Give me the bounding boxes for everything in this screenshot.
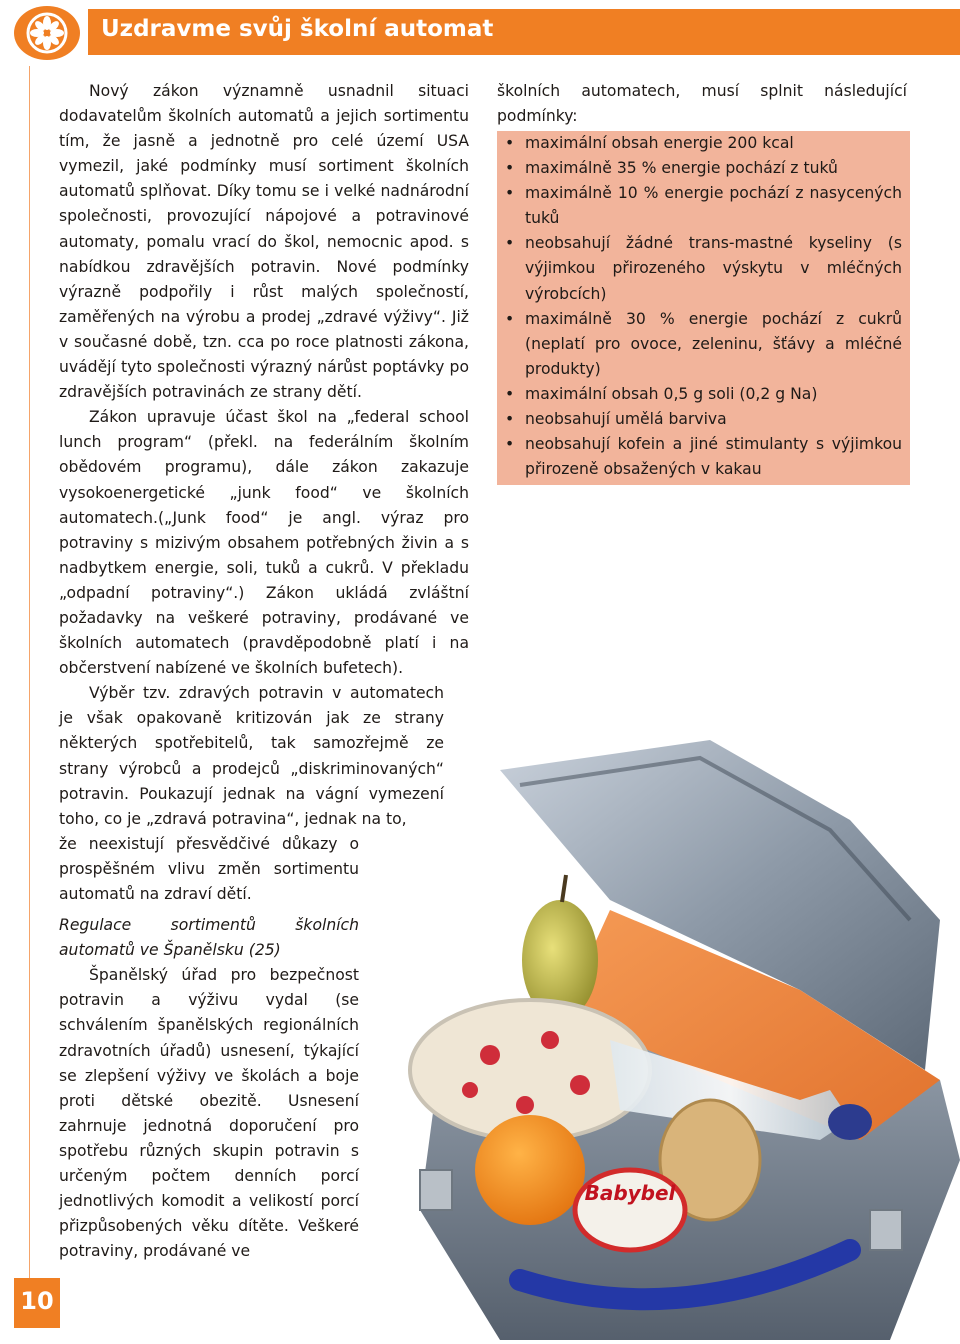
criteria-item: • maximálně 30 % energie pochází z cukrů (neplatí pro ovoce, zeleninu, šťávy a mléčné produkty): [525, 307, 902, 382]
paragraph-2: Zákon upravuje účast škol na „federal school lunch program“ (překl. na federálním školním obědovém programu), dále zákon zakazuje vysokoenergetické „junk food“ ve školních automatech.(„Junk food“ je angl. výraz pro potraviny s mizivým obsahem potřebných živin a s nadbytkem energie, soli, tuků a cukrů. V překladu „odpadní potraviny“.) Zákon ukládá zvláštní požadavky na veškeré potraviny, prodávané ve školních automatech (pravděpodobně platí i na občerstvení nabízené ve školních bufetech).: [59, 408, 469, 678]
subheading: Regulace sortimentů školních automatů ve Španělsku (25): [59, 916, 359, 960]
paragraph-3a: Výběr tzv. zdravých potravin v automatech je však opakovaně kritizován jak ze strany některých spotřebitelů, tak samozřejmě ze strany výrobců a prodejců „diskriminovaných“ potravin. Poukazují jednak na vágní vymezení toho, co je „zdravá potravina“, jednak na to,: [59, 684, 444, 828]
orange: [475, 1115, 585, 1225]
criteria-item: • maximální obsah energie 200 kcal: [525, 131, 902, 156]
babybel-cheese: [575, 1170, 685, 1250]
criteria-box: [497, 131, 910, 485]
sidebar-rule: [29, 66, 30, 1278]
criteria-item: • neobsahují žádné trans-mastné kyseliny (s výjimkou přirozeného výskytu v mléčných výrobcích): [525, 231, 902, 306]
criteria-item: • neobsahují kofein a jiné stimulanty s výjimkou přirozeně obsažených v kakau: [525, 432, 902, 482]
paragraph-4: Španělský úřad pro bezpečnost potravin a výživu vydal (se schválením španělských regionálních zdravotních úřadů) usnesení, týkající se zlepšení výživy ve školách a boje proti dětské obezitě. Usnesení zahrnuje jednotná doporučení pro spotřebu různých skupin potravin s určeným počtem denních porcí jednotlivých komodit a velikostí porcí přizpůsobených věku dítěte. Veškeré potraviny, prodávané ve: [59, 966, 359, 1261]
paragraph-1: Nový zákon významně usnadnil situaci dodavatelům školních automatů a jejich sortimentu tím, že jasně a jednotně pro celé území USA vymezil, jaké podmínky musí sortiment školních automatů splňovat. Díky tomu se i velké nadnárodní společnosti, provozující nápojové a potravinové automaty, pomalu vrací do škol, nemocnic apod. s nabídkou zdravějších potravin. Nové podmínky výrazně podpořily i růst malých společností, zaměřených na výrobu a prodej „zdravé výživy“. Již v současné době, tzn. cca po roce platnosti zákona, uvádějí tyto společnosti výrazný nárůst poptávky po zdravějších potravinách ze strany dětí.: [59, 82, 469, 402]
title-bar: [88, 9, 960, 55]
page-number-box: [14, 1278, 60, 1328]
orange-slice-icon: [14, 6, 80, 60]
lunchbox-illustration: [380, 740, 960, 1340]
cheese-label: Babybel: [584, 1181, 676, 1205]
paragraph-3b: že neexistují přesvědčivé důkazy o prospěšném vlivu změn sortimentu automatů na zdraví dětí.: [59, 834, 359, 903]
criteria-item: • maximální obsah 0,5 g soli (0,2 g Na): [525, 382, 902, 407]
right-column: [497, 79, 907, 129]
page-header: [0, 0, 960, 64]
criteria-intro: školních automatech, musí splnit následující podmínky:: [497, 82, 907, 126]
criteria-item: • maximálně 10 % energie pochází z nasycených tuků: [525, 181, 902, 231]
criteria-list: [497, 131, 910, 482]
criteria-item: • neobsahují umělá barviva: [525, 407, 902, 432]
criteria-item: • maximálně 35 % energie pochází z tuků: [525, 156, 902, 181]
lunchbox-photo: [380, 740, 960, 1340]
page-number: 10: [20, 1287, 54, 1315]
page-title: Uzdravme svůj školní automat: [101, 16, 494, 42]
